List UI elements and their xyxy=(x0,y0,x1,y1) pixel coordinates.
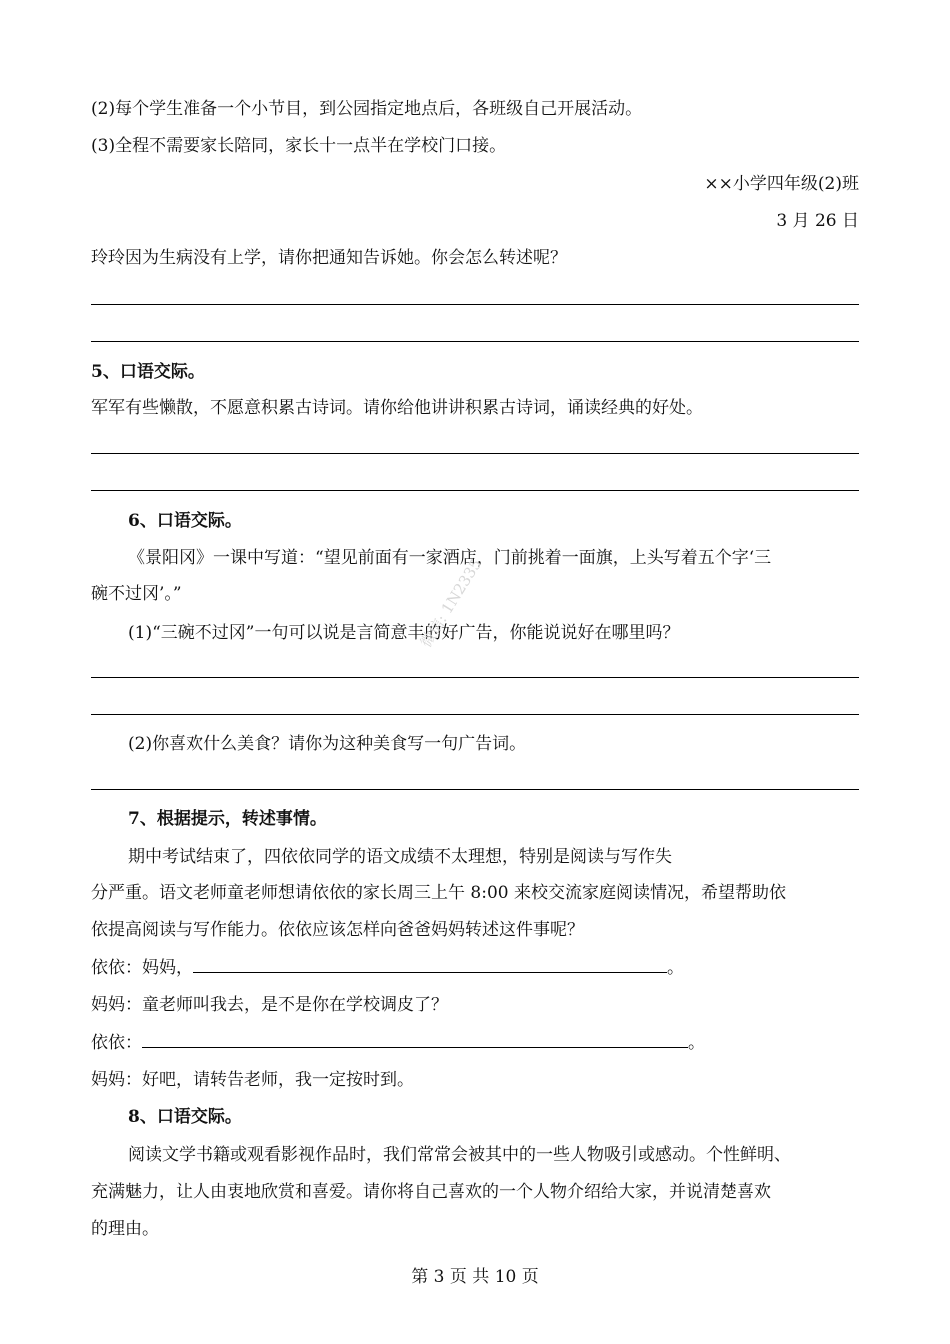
dialogue-end-mark: 。 xyxy=(688,1033,705,1053)
q4-prompt: 玲玲因为生病没有上学，请你把通知告诉她。你会怎么转述呢？ xyxy=(91,248,567,268)
q8-title: 8、口语交际。 xyxy=(128,1107,242,1127)
q7-line1: 期中考试结束了，四依依同学的语文成绩不太理想，特别是阅读与写作失 xyxy=(128,847,672,867)
q7-line3: 依提高阅读与写作能力。依依应该怎样向爸爸妈妈转述这件事呢？ xyxy=(91,920,584,940)
answer-line[interactable] xyxy=(91,714,859,715)
q6-sub2: (2)你喜欢什么美食？请你为这种美食写一句广告词。 xyxy=(128,734,527,754)
q7-line2: 分严重。语文老师童老师想请依依的家长周三上午 8:00 来校交流家庭阅读情况，希望帮助依 xyxy=(91,883,786,903)
notice-item-3: (3)全程不需要家长陪同，家长十一点半在学校门口接。 xyxy=(91,136,507,156)
q6-text-line2: 碗不过冈’。” xyxy=(91,584,182,604)
q8-line1: 阅读文学书籍或观看影视作品时，我们常常会被其中的一些人物吸引或感动。个性鲜明、 xyxy=(128,1145,791,1165)
answer-line[interactable] xyxy=(91,453,859,454)
dialogue-mama-2: 妈妈：好吧，请转告老师，我一定按时到。 xyxy=(91,1070,414,1090)
notice-date: 3 月 26 日 xyxy=(776,211,859,231)
fill-blank[interactable] xyxy=(142,1031,688,1048)
q8-line3: 的理由。 xyxy=(91,1219,159,1239)
dialogue-speaker-text: 依依：妈妈， xyxy=(91,958,193,978)
notice-item-2: (2)每个学生准备一个小节目，到公园指定地点后，各班级自己开展活动。 xyxy=(91,99,643,119)
answer-line[interactable] xyxy=(91,304,859,305)
answer-line[interactable] xyxy=(91,677,859,678)
watermark: 微信: 1N2335 xyxy=(416,555,486,651)
dialogue-yiyi-1 xyxy=(91,956,684,980)
q5-text: 军军有些懒散，不愿意积累古诗词。请你给他讲讲积累古诗词，诵读经典的好处。 xyxy=(91,398,703,418)
notice-signature: ××小学四年级(2)班 xyxy=(704,174,859,194)
dialogue-yiyi-2 xyxy=(91,1031,705,1055)
q5-title: 5、口语交际。 xyxy=(91,362,205,382)
fill-blank[interactable] xyxy=(193,956,667,973)
q6-sub1: (1)“三碗不过冈”一句可以说是言简意丰的好广告，你能说说好在哪里吗？ xyxy=(128,623,680,643)
dialogue-end-mark: 。 xyxy=(667,958,684,978)
q8-line2: 充满魅力，让人由衷地欣赏和喜爱。请你将自己喜欢的一个人物介绍给大家，并说清楚喜欢 xyxy=(91,1182,771,1202)
q6-text-line1: 《景阳冈》一课中写道：“望见前面有一家酒店，门前挑着一面旗，上头写着五个字‘三 xyxy=(128,548,772,568)
q6-title: 6、口语交际。 xyxy=(128,511,242,531)
answer-line[interactable] xyxy=(91,341,859,342)
dialogue-mama-1: 妈妈：童老师叫我去，是不是你在学校调皮了？ xyxy=(91,995,448,1015)
answer-line[interactable] xyxy=(91,490,859,491)
answer-line[interactable] xyxy=(91,789,859,790)
dialogue-speaker-text: 依依： xyxy=(91,1033,142,1053)
q7-title: 7、根据提示，转述事情。 xyxy=(128,809,327,829)
page-footer: 第 3 页 共 10 页 xyxy=(411,1267,539,1287)
